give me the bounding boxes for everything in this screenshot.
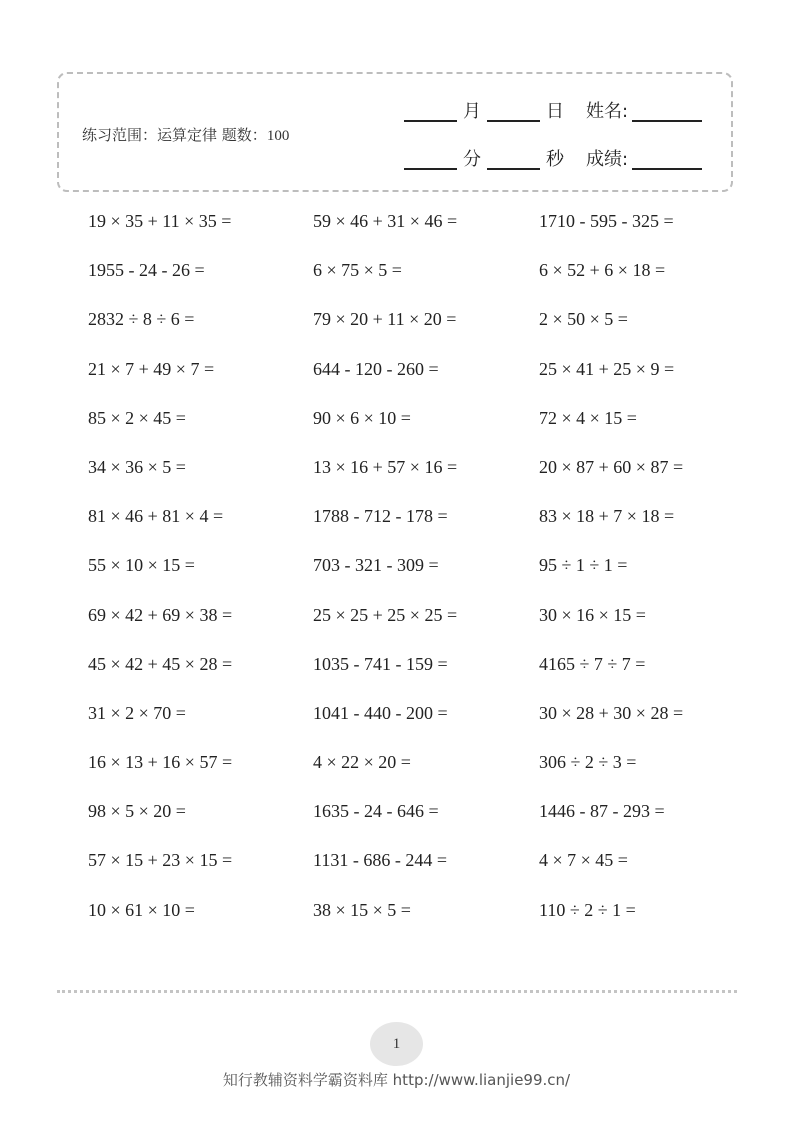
problem-item: 10 × 61 × 10 = bbox=[88, 899, 195, 920]
problem-item: 34 × 36 × 5 = bbox=[88, 456, 186, 477]
problem-item: 25 × 25 + 25 × 25 = bbox=[313, 604, 458, 625]
problem-item: 83 × 18 + 7 × 18 = bbox=[539, 506, 675, 527]
second-blank[interactable] bbox=[487, 148, 540, 170]
problem-item: 2832 ÷ 8 ÷ 6 = bbox=[88, 309, 195, 330]
page-number: 1 bbox=[392, 1035, 401, 1052]
problem-item: 1955 - 24 - 26 = bbox=[88, 260, 205, 281]
problem-item: 1635 - 24 - 646 = bbox=[313, 801, 439, 822]
problem-item: 57 × 15 + 23 × 15 = bbox=[88, 850, 233, 871]
problem-item: 85 × 2 × 45 = bbox=[88, 407, 186, 428]
problem-item: 6 × 75 × 5 = bbox=[313, 260, 402, 281]
problem-item: 1131 - 686 - 244 = bbox=[313, 850, 447, 871]
problem-item: 90 × 6 × 10 = bbox=[313, 407, 411, 428]
day-blank[interactable] bbox=[487, 100, 540, 122]
second-unit: 秒 bbox=[546, 149, 564, 170]
problem-item: 45 × 42 + 45 × 28 = bbox=[88, 653, 233, 674]
problem-item: 79 × 20 + 11 × 20 = bbox=[313, 309, 457, 330]
divider bbox=[57, 990, 737, 993]
problem-item: 4165 ÷ 7 ÷ 7 = bbox=[539, 653, 646, 674]
problem-item: 644 - 120 - 260 = bbox=[313, 358, 439, 379]
name-blank[interactable] bbox=[632, 100, 702, 122]
problem-item: 38 × 15 × 5 = bbox=[313, 899, 411, 920]
problem-item: 81 × 46 + 81 × 4 = bbox=[88, 506, 224, 527]
problem-item: 69 × 42 + 69 × 38 = bbox=[88, 604, 233, 625]
problem-item: 1035 - 741 - 159 = bbox=[313, 653, 448, 674]
footer-source: 知行教辅资料学霸资料库 http://www.lianjie99.cn/ bbox=[222, 1071, 571, 1089]
minute-unit: 分 bbox=[463, 149, 481, 170]
month-blank[interactable] bbox=[404, 100, 457, 122]
practice-range-label: 练习范围：运算定律 bbox=[82, 126, 218, 144]
problem-item: 16 × 13 + 16 × 57 = bbox=[88, 752, 233, 773]
problem-item: 1710 - 595 - 325 = bbox=[539, 211, 674, 231]
problem-item: 19 × 35 + 11 × 35 = bbox=[88, 211, 232, 231]
problem-item: 1446 - 87 - 293 = bbox=[539, 801, 665, 822]
question-count-value: 100 bbox=[266, 128, 290, 144]
practice-info bbox=[82, 124, 289, 145]
minute-blank[interactable] bbox=[404, 148, 457, 170]
problem-item: 30 × 28 + 30 × 28 = bbox=[539, 702, 684, 723]
time-score-row bbox=[404, 146, 702, 172]
problem-item: 110 ÷ 2 ÷ 1 = bbox=[539, 899, 636, 920]
date-name-row bbox=[404, 98, 702, 124]
problem-item: 72 × 4 × 15 = bbox=[539, 407, 637, 428]
problem-item: 21 × 7 + 49 × 7 = bbox=[88, 358, 215, 379]
name-label: 姓名: bbox=[586, 101, 629, 122]
problem-item: 4 × 7 × 45 = bbox=[539, 850, 628, 871]
problem-item: 1041 - 440 - 200 = bbox=[313, 702, 448, 723]
month-unit: 月 bbox=[463, 101, 481, 122]
problem-item: 31 × 2 × 70 = bbox=[88, 702, 186, 723]
problem-item: 30 × 16 × 15 = bbox=[539, 604, 646, 625]
problem-item: 6 × 52 + 6 × 18 = bbox=[539, 260, 666, 281]
problem-item: 4 × 22 × 20 = bbox=[313, 752, 411, 773]
problem-item: 703 - 321 - 309 = bbox=[313, 555, 439, 576]
question-count-label: 题数： bbox=[221, 126, 267, 144]
problem-item: 1788 - 712 - 178 = bbox=[313, 506, 448, 527]
problem-item: 306 ÷ 2 ÷ 3 = bbox=[539, 752, 637, 773]
problem-item: 95 ÷ 1 ÷ 1 = bbox=[539, 555, 628, 576]
problem-item: 55 × 10 × 15 = bbox=[88, 555, 195, 576]
problem-item: 25 × 41 + 25 × 9 = bbox=[539, 358, 675, 379]
worksheet-header bbox=[57, 72, 733, 192]
problem-item: 20 × 87 + 60 × 87 = bbox=[539, 456, 684, 477]
page-number-badge bbox=[370, 1022, 423, 1066]
day-unit: 日 bbox=[546, 101, 564, 122]
problem-item: 59 × 46 + 31 × 46 = bbox=[313, 211, 458, 231]
score-blank[interactable] bbox=[632, 148, 702, 170]
problem-item: 2 × 50 × 5 = bbox=[539, 309, 628, 330]
problem-item: 13 × 16 + 57 × 16 = bbox=[313, 456, 458, 477]
score-label: 成绩: bbox=[586, 149, 629, 170]
problem-item: 98 × 5 × 20 = bbox=[88, 801, 186, 822]
